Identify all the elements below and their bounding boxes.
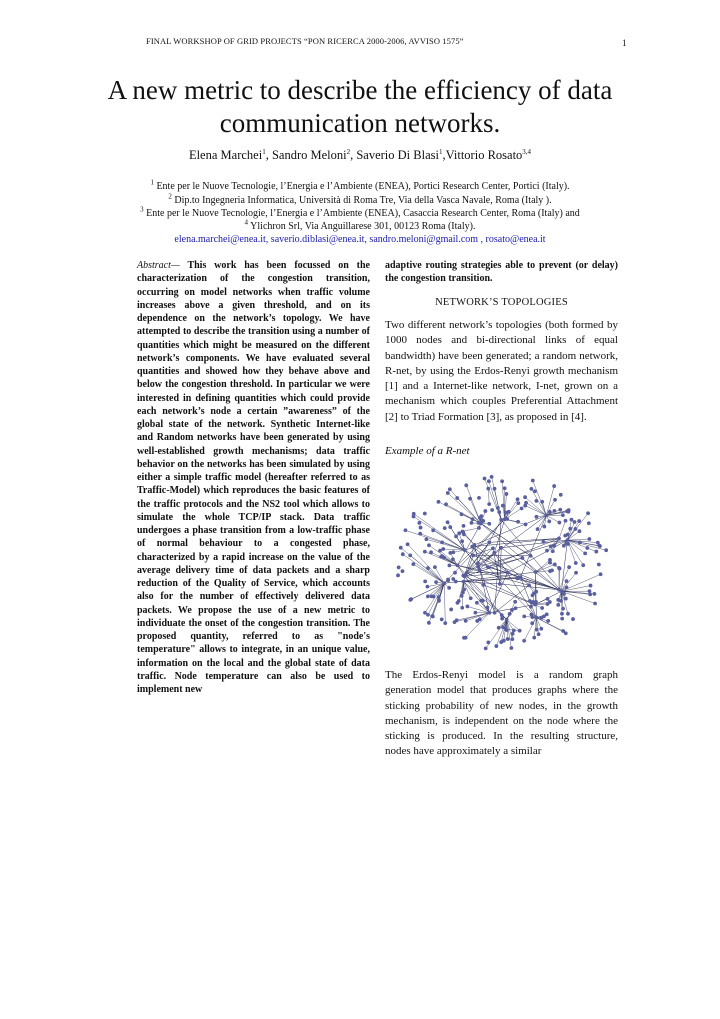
network-node: [433, 565, 437, 569]
network-node: [469, 596, 473, 600]
network-node: [530, 615, 534, 619]
network-node: [447, 586, 451, 590]
network-node: [477, 496, 481, 500]
network-node: [451, 557, 455, 561]
network-edge: [526, 503, 546, 516]
network-node: [566, 612, 570, 616]
network-node: [529, 605, 533, 609]
network-node: [401, 552, 405, 556]
network-node: [457, 599, 461, 603]
network-node: [503, 517, 507, 521]
network-node: [553, 509, 557, 513]
network-node: [564, 631, 568, 635]
network-node: [449, 608, 453, 612]
network-node: [585, 546, 589, 550]
network-figure: [395, 473, 610, 653]
network-edge: [479, 538, 559, 570]
network-node: [574, 571, 578, 575]
network-node: [471, 517, 475, 521]
network-node: [442, 581, 446, 585]
network-node: [465, 571, 469, 575]
affiliation: $^1$ Ente per le Nuove Tecnologie, l’Energia e l’Ambiente (ENEA), Portici Research Center, Portici (Italy).: [150, 178, 570, 192]
network-node: [423, 550, 427, 554]
network-node: [583, 551, 587, 555]
network-node: [522, 614, 526, 618]
network-node: [442, 556, 446, 560]
network-edge: [531, 489, 546, 516]
page-number: 1: [622, 38, 627, 48]
network-node: [530, 621, 534, 625]
network-edge: [536, 560, 550, 572]
network-node: [539, 627, 543, 631]
network-node: [556, 603, 560, 607]
network-node: [588, 592, 592, 596]
network-node: [548, 510, 552, 514]
network-node: [540, 500, 544, 504]
network-node: [443, 621, 447, 625]
network-node: [399, 546, 403, 550]
network-node: [560, 589, 564, 593]
network-node: [468, 497, 472, 501]
network-node: [534, 590, 538, 594]
body-paragraph: The Erdos-Renyi model is a random graph generation model that produces graphs where the sticking probability of new nodes, in the growth mechanism, is independent on the node where the sticking is produced. In the resulting structure, nodes have approximately a similar: [385, 669, 618, 758]
network-node: [506, 571, 510, 575]
network-edge: [567, 540, 585, 553]
author: Sandro Meloni$^2$,: [271, 147, 357, 162]
network-node: [464, 483, 468, 487]
network-node: [491, 546, 495, 550]
network-node: [454, 534, 458, 538]
network-node: [486, 487, 490, 491]
network-node: [524, 501, 528, 505]
network-node: [510, 637, 514, 641]
network-node: [423, 512, 427, 516]
network-node: [593, 592, 597, 596]
network-node: [540, 606, 544, 610]
network-node: [547, 520, 551, 524]
network-node: [524, 523, 528, 527]
network-node: [553, 563, 557, 567]
network-node: [479, 599, 483, 603]
network-node: [546, 619, 550, 623]
network-node: [473, 611, 477, 615]
network-node: [418, 532, 422, 536]
network-node: [545, 612, 549, 616]
network-node: [577, 519, 581, 523]
network-node: [419, 526, 423, 530]
network-node: [593, 602, 597, 606]
network-edge: [488, 489, 489, 505]
network-node: [509, 646, 513, 650]
network-node: [604, 548, 608, 552]
network-node: [487, 522, 491, 526]
network-node: [565, 509, 569, 513]
network-node: [464, 619, 468, 623]
network-node: [470, 521, 474, 525]
network-edge: [457, 613, 490, 621]
network-node: [558, 508, 562, 512]
network-node: [541, 540, 545, 544]
network-node: [475, 601, 479, 605]
network-node: [484, 647, 488, 651]
network-node: [460, 512, 464, 516]
network-node: [472, 543, 476, 547]
network-node: [507, 510, 511, 514]
network-node: [460, 539, 464, 543]
network-node: [500, 617, 504, 621]
network-node: [483, 477, 487, 481]
network-node: [429, 550, 433, 554]
network-node: [493, 487, 497, 491]
network-node: [564, 597, 568, 601]
network-node: [574, 561, 578, 565]
network-edge: [522, 558, 535, 572]
network-edge: [561, 540, 567, 591]
network-node: [553, 498, 557, 502]
network-node: [546, 597, 550, 601]
network-node: [483, 509, 487, 513]
affiliation: $^4$ Ylichron Srl, Via Anguillarese 301, 00123 Roma (Italy).: [244, 218, 476, 232]
network-edge: [455, 613, 490, 622]
network-node: [501, 504, 505, 508]
network-edge: [444, 583, 445, 623]
network-edge: [448, 493, 481, 523]
network-node: [529, 487, 533, 491]
network-node: [503, 486, 507, 490]
network-node: [478, 617, 482, 621]
network-node: [431, 615, 435, 619]
network-node: [568, 527, 572, 531]
network-node: [486, 606, 490, 610]
body-paragraph: Two different network’s topologies (both formed by 1000 nodes and bi-directional links of equal bandwidth) have been generated; a random network, R-net, by using the Erdos-Renyi growth mechanism [1] and a Internet-like network, I-net, grown on a mechanism which couples Preferential Attachment [2] to Triad Formation [3], as proposed in [4].: [385, 319, 618, 423]
network-node: [578, 541, 582, 545]
network-node: [488, 611, 492, 615]
network-node: [462, 524, 466, 528]
figure-caption: Example of a R-net: [385, 445, 470, 457]
network-node: [440, 540, 444, 544]
network-node: [437, 595, 441, 599]
network-node: [427, 621, 431, 625]
network-node: [564, 519, 568, 523]
network-node: [455, 496, 459, 500]
section-heading: NETWORK’S TOPOLOGIES: [435, 297, 568, 308]
network-node: [404, 528, 408, 532]
network-node: [564, 541, 568, 545]
running-header: FINAL WORKSHOP OF GRID PROJECTS “PON RICERCA 2000-2006, AVVISO 1575”: [146, 36, 464, 46]
network-node: [500, 479, 504, 483]
network-node: [499, 518, 503, 522]
network-node: [476, 561, 480, 565]
network-node: [551, 549, 555, 553]
network-node: [499, 546, 503, 550]
network-node: [457, 531, 461, 535]
network-node: [516, 497, 520, 501]
network-node: [471, 553, 475, 557]
network-node: [565, 585, 569, 589]
abstract-label: Abstract—: [137, 260, 180, 271]
network-node: [498, 582, 502, 586]
network-node: [533, 603, 537, 607]
network-node: [490, 508, 494, 512]
network-node: [448, 525, 452, 529]
network-node: [479, 522, 483, 526]
network-node: [486, 641, 490, 645]
network-node: [596, 541, 600, 545]
network-node: [534, 499, 538, 503]
network-edge: [567, 540, 596, 551]
network-node: [486, 565, 490, 569]
network-edge: [466, 613, 490, 638]
network-node: [548, 558, 552, 562]
network-node: [460, 606, 464, 610]
network-edge: [505, 499, 518, 519]
network-node: [522, 639, 526, 643]
network-node: [417, 521, 421, 525]
network-edge: [561, 573, 576, 592]
network-node: [460, 594, 464, 598]
network-edge: [428, 583, 444, 614]
network-node: [463, 574, 467, 578]
network-node: [557, 566, 561, 570]
network-edge: [567, 539, 589, 540]
network-node: [533, 489, 537, 493]
network-node: [401, 569, 405, 573]
network-node: [531, 479, 535, 483]
network-node: [573, 520, 577, 524]
network-node: [446, 491, 450, 495]
network-node: [560, 617, 564, 621]
network-node: [408, 598, 412, 602]
network-node: [487, 540, 491, 544]
network-node: [512, 629, 516, 633]
network-node: [587, 537, 591, 541]
network-node: [514, 606, 518, 610]
network-node: [535, 628, 539, 632]
author: Saverio Di Blasi$^1$,: [356, 147, 446, 162]
network-edge: [414, 514, 465, 550]
network-node: [566, 538, 570, 542]
network-node: [552, 544, 556, 548]
network-node: [496, 506, 500, 510]
network-node: [502, 639, 506, 643]
network-node: [567, 565, 571, 569]
network-node: [548, 569, 552, 573]
network-node: [565, 579, 569, 583]
network-node: [476, 565, 480, 569]
network-node: [589, 584, 593, 588]
network-node: [448, 551, 452, 555]
network-node: [461, 530, 465, 534]
network-node: [497, 626, 501, 630]
network-node: [447, 564, 451, 568]
network-node: [557, 521, 561, 525]
network-node: [423, 579, 427, 583]
abstract-continuation: adaptive routing strategies able to prevent (or delay) the congestion transition.: [385, 260, 618, 285]
network-node: [453, 571, 457, 575]
network-node: [444, 502, 448, 506]
network-node: [559, 599, 563, 603]
network-node: [578, 529, 582, 533]
network-node: [454, 580, 458, 584]
network-node: [588, 589, 592, 593]
network-node: [431, 595, 435, 599]
network-node: [490, 475, 494, 479]
network-edge: [567, 540, 599, 546]
network-node: [598, 544, 602, 548]
network-node: [412, 512, 416, 516]
network-node: [599, 572, 603, 576]
network-node: [531, 593, 535, 597]
network-node: [535, 515, 539, 519]
network-node: [440, 617, 444, 621]
network-node: [527, 583, 531, 587]
network-node: [443, 526, 447, 530]
network-node: [510, 608, 514, 612]
network-node: [536, 527, 540, 531]
network-node: [545, 549, 549, 553]
abstract: [137, 259, 370, 696]
network-edge: [536, 572, 537, 618]
network-node: [520, 507, 524, 511]
network-node: [487, 502, 491, 506]
network-node: [497, 510, 501, 514]
network-node: [570, 518, 574, 522]
network-node: [505, 618, 509, 622]
network-node: [552, 484, 556, 488]
network-node: [520, 556, 524, 560]
network-node: [542, 525, 546, 529]
network-node: [503, 627, 507, 631]
network-edge: [405, 530, 464, 550]
network-node: [500, 613, 504, 617]
network-node: [571, 617, 575, 621]
network-node: [492, 551, 496, 555]
network-node: [406, 542, 410, 546]
network-node: [466, 605, 470, 609]
network-node: [456, 563, 460, 567]
network-node: [557, 537, 561, 541]
network-node: [594, 550, 598, 554]
network-node: [516, 501, 520, 505]
network-node: [462, 636, 466, 640]
network-node: [446, 578, 450, 582]
network-node: [463, 548, 467, 552]
author: Elena Marchei$^1$,: [188, 147, 272, 162]
network-node: [518, 629, 522, 633]
network-edge: [403, 554, 445, 583]
network-node: [586, 511, 590, 515]
abstract-text: This work has been focussed on the characterization of the congestion transition, occurring on model networks when traffic volume increases above a given threshold, and on its dependence on the network’s topology. We have attempted to describe the transition using a number of quantities which might be measured on the different network’s components. We have evaluated several quantities and showed how they behave above and below the congestion threshold. In particular we were interested in defining quantities which could provide each network’s node a certain ”awareness” of the global state of the network. Synthetic Internet-like and Random networks have been generated by using well-established growth mechanisms; data traffic behavior on the networks has been simulated by using either a simple traffic model (hereafter referred to as Traffic-Model) which reproduces the basic features of the traffic protocols and the NS2 tool which allows to simulate the whole TCP/IP stack. Data traffic undergoes a phase transition from a low-traffic phase of normal behaviour to a congested phase, characterized by a rapid increase on the value of the average delivery time of data packets and a sharp reduction of the Quality of Service, which accounts also for the number of effectively delivered data packets. We propose the use of a new metric to individuate the onset of the congestion transition. The proposed quantity, referred to as "node's temperature" allows to integrate, in an unique value, information on the local and the global state of data traffic. Node temperature can also be used to implement new: [137, 260, 370, 695]
affiliation: $^2$ Dip.to Ingegneria Informatica, Università di Roma Tre, Via della Vasca Navale, Roma (Italy ).: [168, 192, 552, 206]
network-node: [563, 534, 567, 538]
network-node: [508, 612, 512, 616]
network-node: [455, 618, 459, 622]
author: Vittorio Rosato$^{3,4}$: [445, 147, 532, 162]
network-node: [396, 573, 400, 577]
network-node: [477, 526, 481, 530]
network-node: [441, 547, 445, 551]
network-node: [511, 632, 515, 636]
network-node: [549, 545, 553, 549]
author-list: [40, 148, 680, 163]
network-node: [462, 580, 466, 584]
network-node: [561, 607, 565, 611]
network-node: [493, 611, 497, 615]
network-node: [516, 520, 520, 524]
network-node: [424, 537, 428, 541]
network-node: [506, 637, 510, 641]
network-node: [534, 570, 538, 574]
network-node: [411, 562, 415, 566]
network-node: [423, 611, 427, 615]
network-node: [523, 495, 527, 499]
network-node: [446, 520, 450, 524]
network-node: [434, 580, 438, 584]
network-node: [597, 563, 601, 567]
network-node: [494, 644, 498, 648]
author-emails[interactable]: elena.marchei@enea.it, saverio.diblasi@enea.it, sandro.meloni@gmail.com , rosato@enea.it: [174, 234, 546, 245]
network-edge: [567, 513, 588, 540]
network-node: [426, 566, 430, 570]
network-node: [532, 636, 536, 640]
network-node: [561, 513, 565, 517]
network-node: [560, 612, 564, 616]
network-node: [408, 554, 412, 558]
network-node: [481, 583, 485, 587]
network-node: [574, 527, 578, 531]
network-node: [581, 563, 585, 567]
network-node: [448, 487, 452, 491]
network-node: [587, 521, 591, 525]
network-node: [437, 500, 441, 504]
network-node: [397, 566, 401, 570]
network-node: [426, 595, 430, 599]
network-node: [487, 479, 491, 483]
network-node: [534, 616, 538, 620]
paper-title: A new metric to describe the efficiency of data communication networks.: [107, 75, 613, 138]
network-node: [529, 554, 533, 558]
network-node: [431, 528, 435, 532]
network-node: [513, 600, 517, 604]
network-node: [426, 585, 430, 589]
network-node: [537, 632, 541, 636]
network-node: [515, 576, 519, 580]
network-edge: [450, 489, 481, 523]
network-node: [461, 591, 465, 595]
network-node: [544, 514, 548, 518]
affiliation: $^3$ Ente per le Nuove Tecnologie, l’Energia e l’Ambiente (ENEA), Casaccia Research Center, Roma (Italy) and: [140, 205, 580, 219]
network-node: [427, 543, 431, 547]
network-node: [546, 602, 550, 606]
network-node: [504, 492, 508, 496]
network-node: [559, 493, 563, 497]
